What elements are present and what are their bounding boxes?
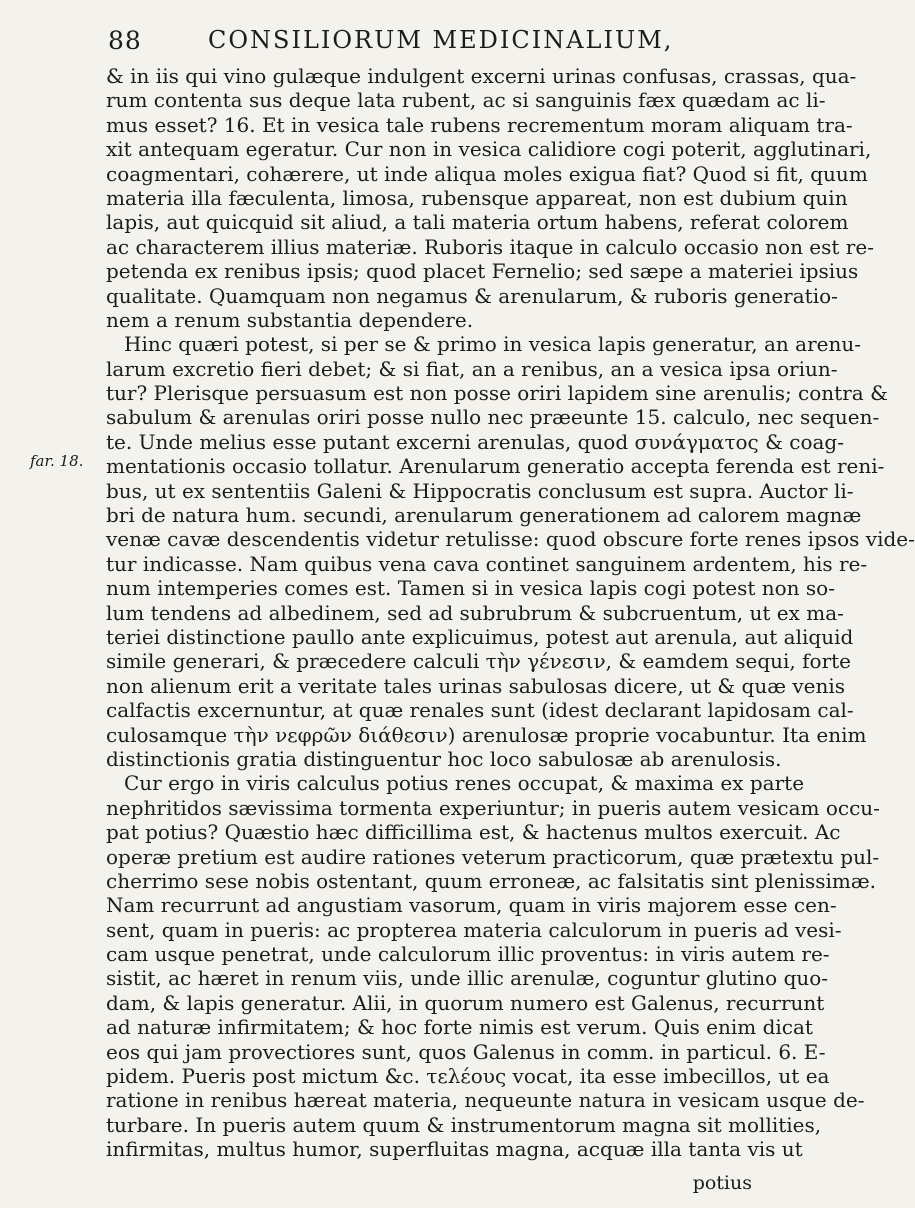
page-header [108, 26, 768, 58]
text-line: calfactis excernuntur, at quæ renales sunt (idest declarant lapidosam cal- [106, 698, 854, 723]
text-line: xit antequam egeratur. Cur non in vesica calidiore cogi poterit, agglutinari, [106, 137, 872, 162]
text-line: nem a renum substantia dependere. [106, 307, 474, 332]
text-line: pat potius? Quæstio hæc difficillima est, & hactenus multos exercuit. Ac [106, 820, 841, 845]
text-line: non alienum erit a veritate tales urinas sabulosas dicere, ut & quæ venis [106, 673, 846, 698]
text-line: Hinc quæri potest, si per se & primo in vesica lapis generatur, an arenu- [124, 332, 862, 357]
page-number: 88 [108, 26, 142, 55]
text-line: nephritidos sævissima tormenta experiuntur; in pueris autem vesicam occu- [106, 795, 880, 820]
text-line: larum excretio fieri debet; & si fiat, an a renibus, an a vesica ipsa oriun- [106, 356, 838, 381]
text-line: Cur ergo in viris calculus potius renes occupat, & maxima ex parte [124, 771, 805, 796]
text-line: & in iis qui vino gulæque indulgent excerni urinas confusas, crassas, qua- [106, 64, 857, 88]
text-line: pidem. Pueris post mictum &c. τελέους vocat, ita esse imbecillos, ut ea [106, 1064, 830, 1089]
text-line: qualitate. Quamquam non negamus & arenularum, & ruboris generatio- [106, 283, 838, 308]
text-line: distinctionis gratia distinguentur hoc loco sabulosæ ab arenulosis. [106, 746, 782, 771]
text-line: bus, ut ex sententiis Galeni & Hippocratis conclusum est supra. Auctor li- [106, 478, 854, 503]
text-line: te. Unde melius esse putant excerni arenulas, quod συνάγματος & coag- [106, 429, 844, 454]
body-text [106, 64, 915, 1162]
catchword: potius [692, 1172, 752, 1194]
text-line: tur indicasse. Nam quibus vena cava continet sanguinem ardentem, his re- [106, 551, 868, 576]
text-line: mus esset? 16. Et in vesica tale rubens recrementum moram aliquam tra- [106, 112, 853, 137]
text-line: dam, & lapis generatur. Alii, in quorum numero est Galenus, recurrunt [106, 990, 825, 1015]
text-line: rum contenta sus deque lata rubent, ac si sanguinis fæx quædam ac li- [106, 88, 826, 113]
text-line: infirmitas, multus humor, superfluitas magna, acquæ illa tanta vis ut [106, 1137, 803, 1162]
running-title: CONSILIORUM MEDICINALIUM, [208, 26, 674, 54]
text-line: sent, quam in pueris: ac propterea materia calculorum in pueris ad vesi- [106, 917, 842, 942]
text-line: eos qui jam provectiores sunt, quos Galenus in comm. in particul. 6. E- [106, 1039, 826, 1064]
text-line: lum tendens ad albedinem, sed ad subrubrum & subcruentum, ut ex ma- [106, 600, 844, 625]
text-line: ad naturæ infirmitatem; & hoc forte nimis est verum. Quis enim dicat [106, 1015, 813, 1040]
text-line: teriei distinctione paullo ante explicuimus, potest aut arenula, aut aliquid [106, 624, 854, 649]
text-line: ratione in renibus hæreat materia, nequeunte natura in vesicam usque de- [106, 1088, 865, 1113]
text-line: bri de natura hum. secundi, arenularum generationem ad calorem magnæ [106, 503, 862, 528]
text-line: culosamque τὴν νεφρῶν διάθεσιν) arenulosæ proprie vocabuntur. Ita enim [106, 722, 867, 747]
text-line: num intemperies comes est. Tamen si in vesica lapis cogi potest non so- [106, 576, 835, 601]
text-line: mentationis occasio tollatur. Arenularum generatio accepta ferenda est reni- [106, 454, 885, 479]
text-line: materia illa fæculenta, limosa, rubensque appareat, non est dubium quin [106, 185, 848, 210]
text-line: simile generari, & præcedere calculi τὴν γένεσιν, & eamdem sequi, forte [106, 649, 852, 674]
margin-note: far. 18. [30, 452, 84, 470]
text-line: petenda ex renibus ipsis; quod placet Fernelio; sed sæpe a materiei ipsius [106, 259, 859, 284]
text-line: ac characterem illius materiæ. Ruboris itaque in calculo occasio non est re- [106, 234, 874, 259]
text-line: sabulum & arenulas oriri posse nullo nec præeunte 15. calculo, nec sequen- [106, 405, 880, 430]
text-line: Nam recurrunt ad angustiam vasorum, quam in viris majorem esse cen- [106, 893, 837, 918]
text-line: cam usque penetrat, unde calculorum illic proventus: in viris autem re- [106, 942, 830, 967]
text-line: turbare. In pueris autem quum & instrumentorum magna sit mollities, [106, 1112, 822, 1137]
text-line: tur? Plerisque persuasum est non posse oriri lapidem sine arenulis; contra & [106, 381, 888, 406]
text-line: venæ cavæ descendentis videtur retulisse: quod obscure forte renes ipsos vide- [106, 527, 915, 552]
text-line: operæ pretium est audire rationes veterum practicorum, quæ prætextu pul- [106, 844, 880, 869]
text-line: sistit, ac hæret in renum viis, unde illic arenulæ, coguntur glutino quo- [106, 966, 829, 991]
text-line: coagmentari, cohærere, ut inde aliqua moles exigua fiat? Quod si fit, quum [106, 161, 868, 186]
text-line: lapis, aut quicquid sit aliud, a tali materia ortum habens, referat colorem [106, 210, 849, 235]
text-line: cherrimo sese nobis ostentant, quum erroneæ, ac falsitatis sint plenissimæ. [106, 868, 877, 893]
